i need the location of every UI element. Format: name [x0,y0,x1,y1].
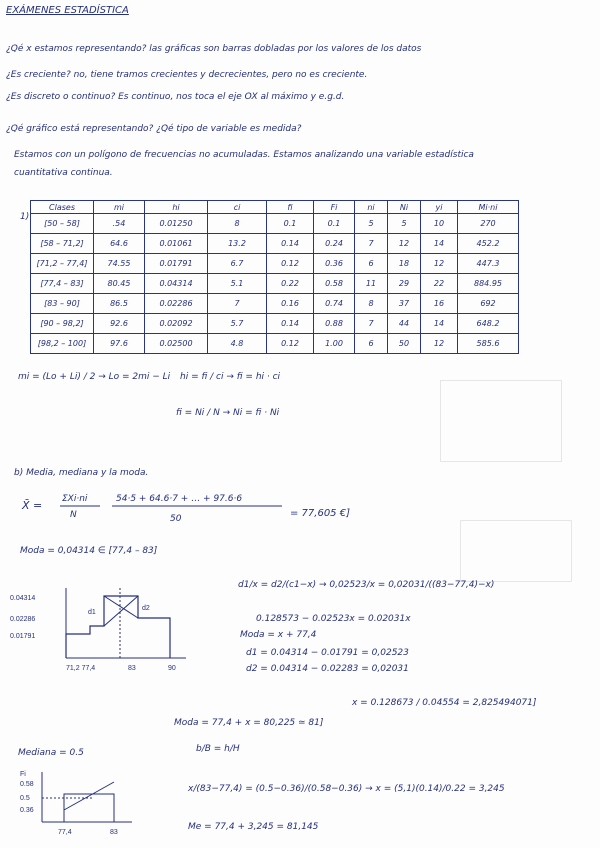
table-cell: 29 [388,274,421,294]
table-cell: 7 [208,294,267,314]
table-cell: 0.36 [314,254,355,274]
table-cell: 13.2 [208,234,267,254]
mean-expansion: 54·5 + 64.6·7 + … + 97.6·6 [116,494,243,504]
mediana-ogive [20,768,150,838]
mediana-ratio: b/B = h/H [196,744,240,754]
table-cell: 50 [388,334,421,354]
x-label: 83 [110,829,118,836]
table-cell: 0.01791 [145,254,208,274]
table-cell: 44 [388,314,421,334]
table-cell: [98,2 – 100] [31,334,94,354]
y-label: 0.58 [20,781,34,788]
formula-mi: mi = (Lo + Li) / 2 → Lo = 2mi − Li [18,372,171,382]
table-cell: 0.16 [267,294,314,314]
col-header: ni [355,201,388,214]
table-row [31,314,519,334]
d1-label: d1 [88,609,96,616]
mediana-equation: x/(83−77,4) = (0.5−0.36)/(0.58−0.36) → x = (5,1)(0.14)/0.22 = 3,245 [188,784,505,794]
mean-lhs: X̄ = [22,499,43,512]
table-cell: 0.88 [314,314,355,334]
table-cell: 447.3 [458,254,519,274]
table-cell: 884.95 [458,274,519,294]
col-header: yi [421,201,458,214]
moda-work-4: d1 = 0.04314 − 0.01791 = 0,02523 [246,648,409,658]
table-cell: 0.01061 [145,234,208,254]
table-cell: 16 [421,294,458,314]
mean-result: = 77,605 €] [290,508,350,519]
moda-work-1: d1/x = d2/(c1−x) → 0,02523/x = 0,02031/((83−77,4)−x) [238,580,495,590]
table-cell: 97.6 [94,334,145,354]
col-header: hi [145,201,208,214]
table-cell: 10 [421,214,458,234]
question-1: ¿Qé x estamos representando? las gráficas son barras dobladas por los valores de los datos [6,44,422,54]
table-cell: 14 [421,234,458,254]
table-cell: 5 [355,214,388,234]
bleed-through-box [440,380,562,462]
table-cell: 8 [355,294,388,314]
formula-hi: hi = fi / ci → fi = hi · ci [180,372,281,382]
d2-label: d2 [142,605,150,612]
table-cell: 11 [355,274,388,294]
table-cell: 22 [421,274,458,294]
table-cell: [50 – 58] [31,214,94,234]
frequency-table [30,200,519,354]
section-b-heading: b) Media, mediana y la moda. [14,468,149,478]
moda-work-5: d2 = 0.04314 − 0.02283 = 0,02031 [246,664,409,674]
answer-3a: Estamos con un polígono de frecuencias no acumuladas. Estamos analizando una variable estadística [14,150,474,160]
mediana-heading: Mediana = 0.5 [18,748,84,758]
mean-n: N [70,510,77,520]
table-cell: 6 [355,254,388,274]
table-cell: 1.00 [314,334,355,354]
table-row [31,294,519,314]
table-cell: 64.6 [94,234,145,254]
table-cell: 6 [355,334,388,354]
mean-denominator: 50 [170,514,182,524]
table-cell: 12 [388,234,421,254]
moda-work-6: x = 0.128673 / 0.04554 = 2,825494071] [352,698,537,708]
table-row [31,334,519,354]
table-cell: 5 [388,214,421,234]
table-cell: 270 [458,214,519,234]
col-header: Mi·ni [458,201,519,214]
table-cell: 0.02286 [145,294,208,314]
moda-histogram [10,588,210,678]
table-cell: 8 [208,214,267,234]
table-cell: 0.1 [314,214,355,234]
table-cell: 0.58 [314,274,355,294]
x-label: 71,2 77,4 [66,665,96,672]
y-label: 0.5 [20,795,30,802]
table-row [31,234,519,254]
question-2: ¿Es discreto o continuo? Es continuo, nos toca el eje OX al máximo y e.g.d. [6,92,345,102]
table-cell: 37 [388,294,421,314]
table-cell: 452.2 [458,234,519,254]
mediana-result: Me = 77,4 + 3,245 = 81,145 [188,822,319,832]
table-cell: [58 – 71,2] [31,234,94,254]
table-cell: 92.6 [94,314,145,334]
table-cell: 692 [458,294,519,314]
bleed-through-box [460,520,572,582]
moda-work-2: 0.128573 − 0.02523x = 0.02031x [256,614,411,624]
col-header: Ni [388,201,421,214]
table-cell: 7 [355,314,388,334]
moda-result: Moda = 77,4 + x = 80,225 ≃ 81] [174,718,324,728]
table-cell: 0.04314 [145,274,208,294]
table-row [31,274,519,294]
table-cell: 0.02092 [145,314,208,334]
table-row [31,214,519,234]
table-cell: [90 – 98,2] [31,314,94,334]
col-header: Fi [314,201,355,214]
table-cell: 18 [388,254,421,274]
table-cell: 0.1 [267,214,314,234]
x-label: 90 [168,665,176,672]
table-cell: [71,2 – 77,4] [31,254,94,274]
col-header: Clases [31,201,94,214]
table-cell: 648.2 [458,314,519,334]
table-cell: [83 – 90] [31,294,94,314]
moda-work-3: Moda = x + 77,4 [240,630,317,640]
table-cell: 14 [421,314,458,334]
col-header: fi [267,201,314,214]
question-3: ¿Qé gráfico está representando? ¿Qé tipo de variable es medida? [6,124,302,134]
table-cell: 12 [421,334,458,354]
table-cell: 5.1 [208,274,267,294]
table-cell: 0.24 [314,234,355,254]
y-label: Fi [20,771,26,778]
table-cell: 86.5 [94,294,145,314]
table-cell: 0.74 [314,294,355,314]
formula-fi: fi = Ni / N → Ni = fi · Ni [176,408,280,418]
x-label: 83 [128,665,136,672]
table-cell: .54 [94,214,145,234]
table-cell: 0.12 [267,254,314,274]
moda-heading: Moda = 0,04314 ∈ [77,4 – 83] [20,546,158,556]
table-cell: 0.14 [267,314,314,334]
table-cell: [77,4 – 83] [31,274,94,294]
table-cell: 74.55 [94,254,145,274]
table-row [31,254,519,274]
table-cell: 6.7 [208,254,267,274]
y-label: 0.01791 [10,633,36,640]
table-cell: 0.02500 [145,334,208,354]
table-cell: 0.01250 [145,214,208,234]
table-cell: 0.12 [267,334,314,354]
table-cell: 0.22 [267,274,314,294]
table-cell: 12 [421,254,458,274]
x-label: 77,4 [58,829,72,836]
table-cell: 80.45 [94,274,145,294]
y-label: 0.02286 [10,616,36,623]
col-header: mi [94,201,145,214]
table-cell: 4.8 [208,334,267,354]
item-marker: 1) [20,212,30,222]
answer-1: ¿Es creciente? no, tiene tramos crecientes y decrecientes, pero no es creciente. [6,70,368,80]
table-cell: 5.7 [208,314,267,334]
table-cell: 0.14 [267,234,314,254]
mean-sum: ΣXi·ni [62,494,88,504]
table-cell: 7 [355,234,388,254]
col-header: ci [208,201,267,214]
table-cell: 585.6 [458,334,519,354]
y-label: 0.04314 [10,595,36,602]
table-header-row [31,201,519,214]
y-label: 0.36 [20,807,34,814]
answer-3b: cuantitativa continua. [14,168,113,178]
page-title: EXÁMENES ESTADÍSTICA [6,5,129,16]
